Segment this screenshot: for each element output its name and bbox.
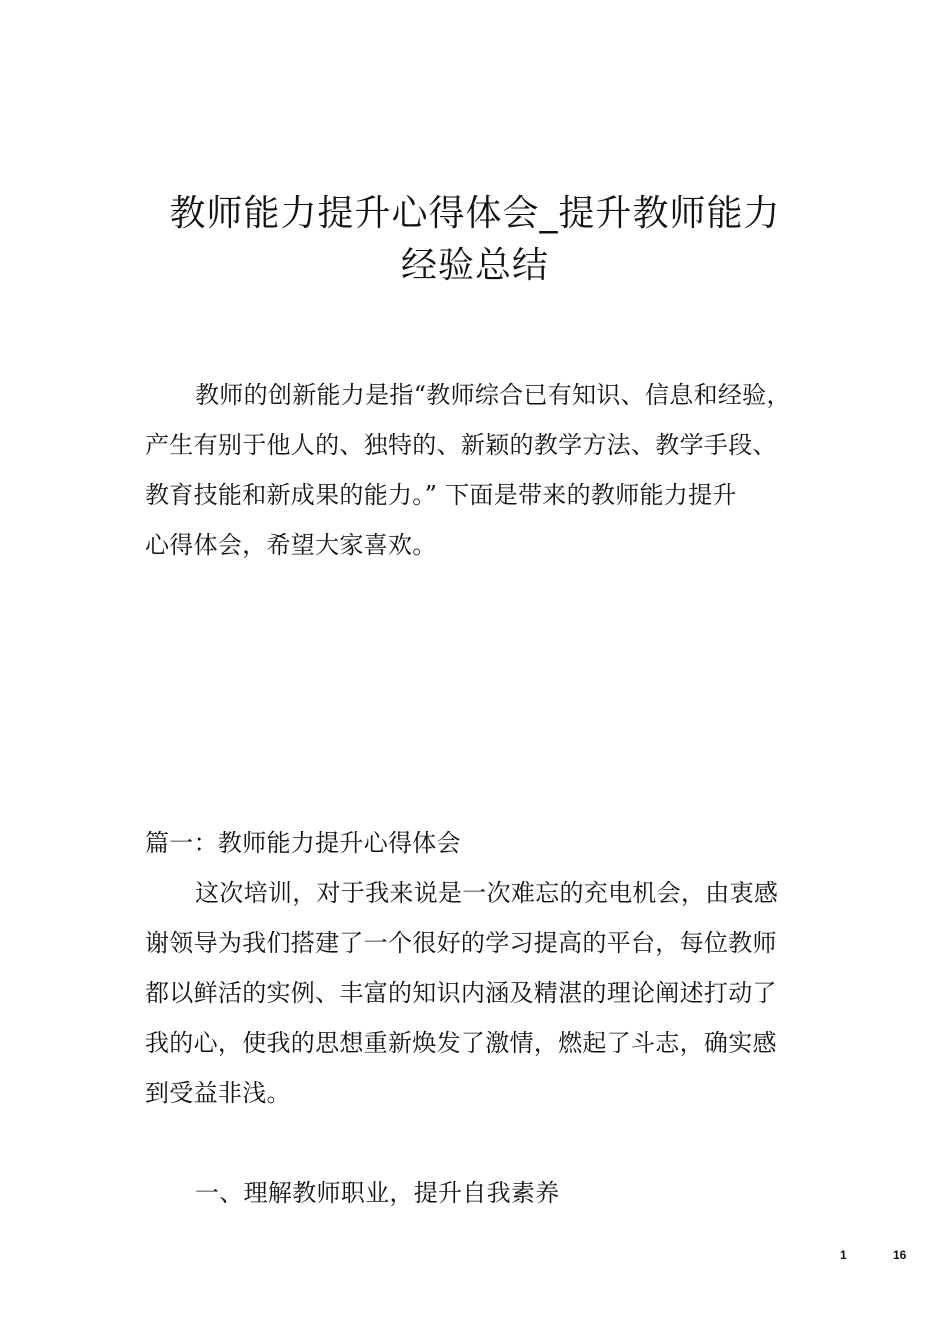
intro-line: 心得体会，希望大家喜欢。 [145,531,437,559]
document-title-line-2: 经验总结 [400,245,549,286]
paragraph-line: 谢领导为我们搭建了一个很好的学习提高的平台，每位教师 [145,929,777,957]
paragraph-line: 这次培训，对于我来说是一次难忘的充电机会，由衷感 [195,879,779,907]
intro-line: 产生有别于他人的、独特的、新颖的教学方法、教学手段、 [145,431,777,459]
page-number-current: 1 [840,1248,847,1262]
section-heading: 篇一：教师能力提升心得体会 [145,829,461,857]
intro-line: 教育技能和新成果的能力。” 下面是带来的教师能力提升 [145,481,737,509]
intro-line: 教师的创新能力是指“教师综合已有知识、信息和经验， [195,381,791,409]
paragraph-line: 到受益非浅。 [145,1079,291,1107]
page-number-total: 16 [893,1248,907,1262]
document-title-line-1: 教师能力提升心得体会_提升教师能力 [169,193,781,234]
paragraph-line: 都以鲜活的实例、丰富的知识内涵及精湛的理论阐述打动了 [145,979,777,1007]
subheading: 一、理解教师职业，提升自我素养 [195,1179,560,1207]
paragraph-line: 我的心，使我的思想重新焕发了激情，燃起了斗志，确实感 [145,1029,777,1057]
